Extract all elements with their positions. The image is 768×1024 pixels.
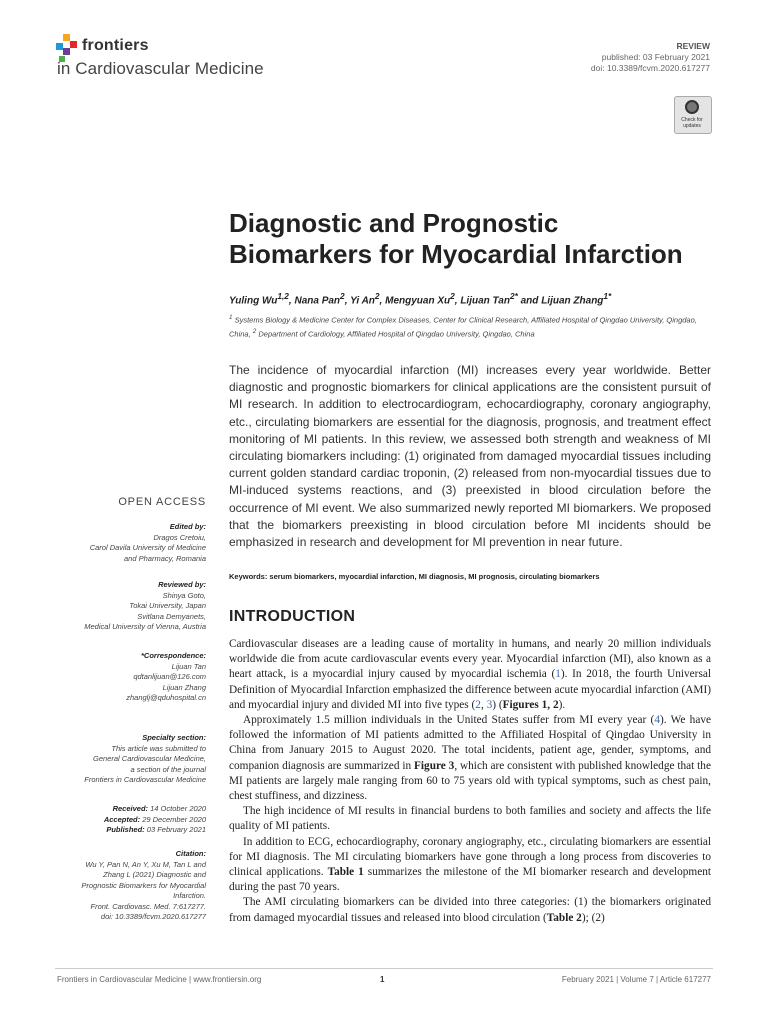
text: ,: [547, 698, 553, 711]
figure-ref-label: Figures: [502, 698, 539, 711]
text: ) (: [492, 698, 503, 711]
editor-line: and Pharmacy, Romania: [124, 553, 206, 563]
keywords: Keywords: serum biomarkers, myocardial infarction, MI diagnosis, MI prognosis, circulating biomarkers: [229, 572, 600, 581]
citation-line: Zhang L (2021) Diagnostic and: [103, 870, 206, 879]
text: Cardiovascular diseases are a leading cause of mortality in humans, and nearly 20 million individuals worldwide die from acute cardiovascular events every year. Myocardial infarction (MI), also known as a heart attack, is a myocardial injury caused by myocardial ischemia (: [229, 638, 711, 681]
accepted-label: Accepted:: [103, 814, 141, 824]
paragraph: The high incidence of MI results in financial burdens to both families and society and affects the life quality of MI patients.: [229, 805, 711, 833]
section-heading: Reviewed by:: [158, 580, 206, 589]
reviewer-line[interactable]: Svitlana Demyanets,: [137, 611, 206, 621]
page-number: 1: [380, 975, 385, 984]
citation-line: Wu Y, Pan N, An Y, Xu M, Tan L and: [85, 859, 206, 869]
author-sep: ,: [454, 295, 461, 307]
introduction-body: [229, 637, 711, 926]
figure-link[interactable]: 2: [552, 698, 559, 711]
citation-doi[interactable]: doi: 10.3389/fcvm.2020.617277: [100, 912, 206, 921]
reference-link[interactable]: 3: [486, 698, 493, 711]
author-sep: ,: [344, 295, 351, 307]
text: ).: [558, 698, 566, 711]
correspondent-name: Lijuan Zhang: [162, 682, 206, 692]
title-line: Biomarkers for Myocardial Infarction: [229, 239, 683, 269]
author-sep: ,: [288, 295, 295, 307]
citation-line: Front. Cardiovasc. Med. 7:617277.: [90, 901, 206, 911]
affiliation-1: Systems Biology & Medicine Center for Complex Diseases, Center for Clinical Research, Affiliated Hospital of Qingdao University, Qingdao, China,: [229, 315, 697, 338]
text: The AMI circulating biomarkers can be divided into three categories: (1) the biomarkers originated from damaged myocardial tissues and released into blood circulation (: [229, 896, 711, 924]
accepted-date: 29 December 2020: [142, 814, 206, 824]
text: ). We have followed the information of MI patients admitted to the Affiliated Hospital of Qingdao University in China from January 2015 to August 2020. The total incidents, patient age, gender, symptoms, and companion diagnosis are summarized in: [229, 714, 711, 772]
specialty-line: a section of the journal: [130, 764, 206, 774]
figure-link[interactable]: 1: [541, 698, 548, 711]
author-list: [229, 291, 729, 306]
text: , which are consistent with published knowledge that the MI patients are largely male ranging from 60 to 75 years old with typical symptoms, such as chest pain, chest stuffiness, and dizziness.: [229, 759, 711, 803]
correspondent-email[interactable]: qdtanlijuan@126.com: [133, 672, 206, 681]
dates-section: [104, 804, 206, 836]
correspondent-email[interactable]: zhanglj@qduhospital.cn: [126, 693, 206, 702]
citation-section: [81, 849, 206, 923]
affiliations: [229, 312, 699, 339]
citation-line: Prognostic Biomarkers for Myocardial: [81, 880, 206, 890]
text: In addition to ECG, echocardiography, coronary angiography, etc., circulating biomarkers are essential for MI diagnosis. The MI circulating biomarkers have gone through a long process from discoveries to clinical applications.: [229, 835, 711, 879]
author-sup: 2: [450, 291, 455, 301]
journal-subtitle: in Cardiovascular Medicine: [57, 59, 264, 78]
footer-journal-link[interactable]: Frontiers in Cardiovascular Medicine | www.frontiersin.org: [57, 975, 262, 984]
author-name[interactable]: Yi An: [350, 295, 375, 307]
author-name[interactable]: Lijuan Zhang: [541, 295, 604, 307]
footer-issue-info: February 2021 | Volume 7 | Article 617277: [561, 975, 711, 984]
section-heading: Citation:: [175, 849, 206, 858]
paragraph: [229, 713, 711, 804]
footer-divider: [55, 968, 713, 969]
article-type: REVIEW: [676, 41, 710, 51]
correspondence-section: [126, 651, 206, 704]
paragraph: [229, 835, 711, 896]
editor-line: Carol Davila University of Medicine: [89, 543, 206, 552]
open-access-label: OPEN ACCESS: [118, 496, 206, 508]
specialty-line: General Cardiovascular Medicine,: [93, 754, 206, 763]
accepted-line: [104, 815, 206, 826]
author-name[interactable]: Mengyuan Xu: [385, 295, 451, 307]
author-name[interactable]: Yuling Wu: [229, 295, 278, 307]
reviewed-by-section: [84, 580, 206, 633]
section-heading: Specialty section:: [142, 733, 206, 742]
text: ,: [480, 698, 487, 711]
specialty-line: Frontiers in Cardiovascular Medicine: [84, 775, 206, 784]
published-date: published: 03 February 2021: [601, 52, 710, 62]
article-title: [229, 208, 729, 270]
reviewer-line: Tokai University, Japan: [129, 601, 206, 610]
section-heading: *Correspondence:: [140, 651, 206, 660]
article-meta: [591, 41, 710, 74]
specialty-section: [84, 733, 206, 786]
author-sup: 2: [374, 291, 380, 301]
author-sup: 1*: [603, 291, 612, 301]
received-line: [104, 804, 206, 815]
reference-link[interactable]: 2: [475, 698, 481, 711]
section-heading-introduction: INTRODUCTION: [229, 608, 356, 625]
published-label: Published:: [106, 825, 145, 834]
received-label: Received:: [112, 804, 149, 813]
citation-line: Infarction.: [173, 891, 206, 900]
title-line: Diagnostic and Prognostic: [229, 208, 559, 238]
author-sup: 2*: [509, 291, 518, 301]
section-heading: Edited by:: [169, 522, 206, 531]
reference-link[interactable]: 1: [555, 668, 561, 681]
text: Approximately 1.5 million individuals in the United States suffer from MI every year (: [243, 714, 655, 727]
edited-by-section: [90, 522, 206, 564]
author-sup: 2: [340, 291, 345, 301]
journal-brand: frontiers: [82, 37, 149, 54]
table-link[interactable]: Table 2: [546, 911, 582, 924]
reviewer-line: Medical University of Vienna, Austria: [84, 622, 206, 631]
paragraph: [229, 895, 711, 925]
author-sup: 1,2: [277, 291, 289, 301]
text: ). In 2018, the fourth Universal Definition of Myocardial Infarction emphasized the difference between acute myocardial infarction (AMI) and myocardial injury and divided MI into five types (: [229, 668, 711, 711]
doi-link[interactable]: doi: 10.3389/fcvm.2020.617277: [590, 63, 710, 73]
table-link[interactable]: Table 1: [327, 866, 364, 879]
author-sep: ,: [379, 295, 386, 307]
published-date: 03 February 2021: [146, 825, 206, 834]
author-name[interactable]: Lijuan Tan: [460, 295, 510, 307]
author-sep: and: [517, 295, 542, 307]
check-for-updates-label: Check for updates: [681, 117, 703, 129]
author-name[interactable]: Nana Pan: [294, 295, 341, 307]
reviewer-line[interactable]: Shinya Goto,: [162, 590, 206, 600]
correspondent-name: Lijuan Tan: [171, 661, 206, 671]
affiliation-2: Department of Cardiology, Affiliated Hospital of Qingdao University, Qingdao, China: [258, 329, 535, 338]
paragraph: [229, 637, 711, 713]
text: ); (2): [581, 911, 605, 924]
text: summarizes the milestone of the MI biomarker research and development during the past 70 years.: [229, 866, 711, 894]
affiliation-sup: 1: [229, 314, 233, 321]
affiliation-sup: 2: [252, 327, 257, 335]
received-date: 14 October 2020: [150, 804, 206, 813]
update-icon: [685, 100, 699, 114]
abstract: The incidence of myocardial infarction (MI) increases every year worldwide. Better diagnostic and prognostic biomarkers for clinical applications are the consistent pursuit of MI research. In addition to electrocardiogram, echocardiography, coronary angiography, etc., circulating biomarkers are essential for the diagnosis, prognosis, and treatment effect monitoring of MI patients. In this review, we assessed both strength and weakness of MI circulating biomarkers including: (1) originated from damaged myocardial tissues including current golden standard cardiac troponin, (2) released from non-myocardial tissues due to MI-induced systems reactions, and (3) preexisted in blood circulation before the occurrence of MI event. We also summarized newly reported MI biomarkers. We proposed that the biomarkers preexisting in blood circulation before MI incidents should be emphasized in research and development for MI prevention in near future.: [229, 363, 711, 550]
published-line: [104, 825, 206, 836]
reference-link[interactable]: 4: [654, 714, 660, 727]
specialty-line: This article was submitted to: [111, 743, 206, 753]
editor-line[interactable]: Dragos Cretoiu,: [153, 532, 206, 542]
figure-link[interactable]: Figure 3: [414, 759, 455, 772]
